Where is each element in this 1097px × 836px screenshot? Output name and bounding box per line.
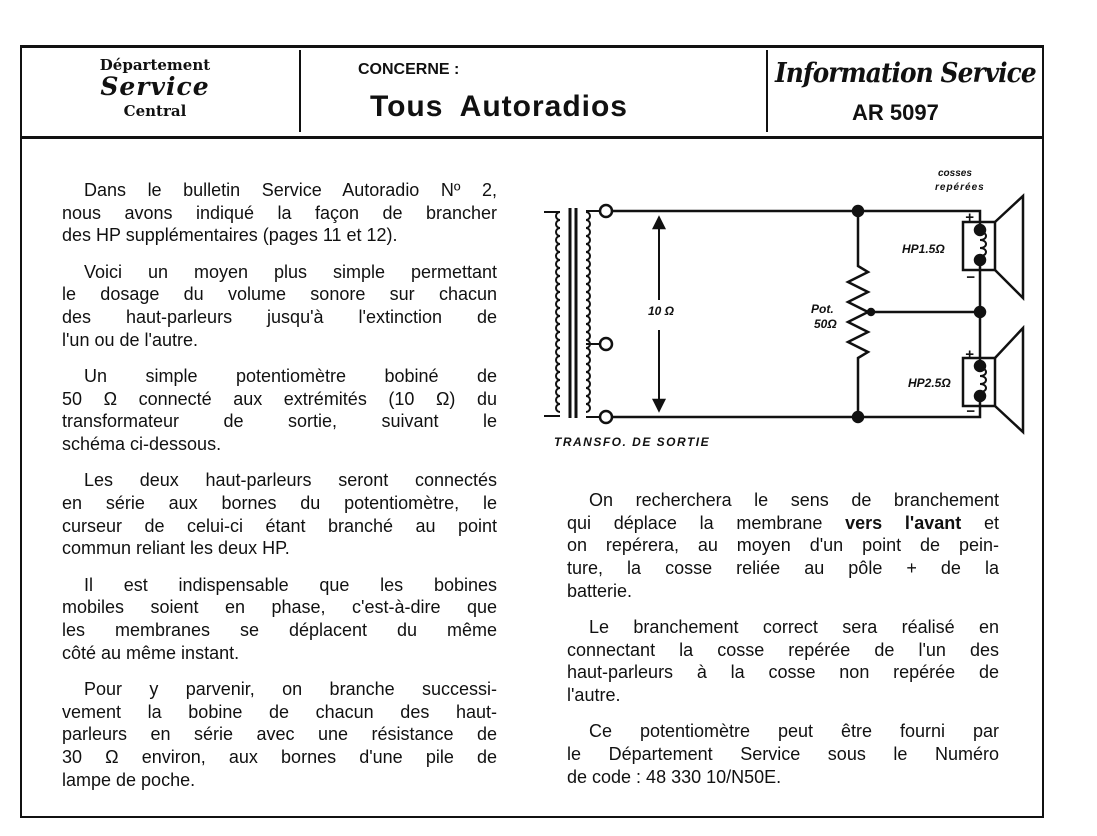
department-service: Service	[100, 72, 210, 101]
text-line: côté au même instant.	[62, 642, 240, 663]
text-line: Le branchement correct sera réalisé en	[589, 617, 999, 638]
plus-sign: +	[965, 209, 974, 226]
text-line	[567, 512, 999, 535]
cosses-label: repérées	[935, 182, 985, 193]
text-line: commun reliant les deux HP.	[62, 538, 290, 559]
header-separator	[766, 50, 768, 132]
pot-value-label: 50Ω	[814, 317, 837, 331]
text-line: transformateur de sortie, suivant le	[62, 411, 497, 432]
text-line: Dans le bulletin Service Autoradio Nº 2,	[84, 180, 497, 200]
pot-label: Pot.	[811, 302, 834, 316]
minus-sign: −	[966, 269, 975, 286]
text-line: Un simple potentiomètre bobiné de	[84, 365, 497, 386]
right-column	[567, 489, 999, 802]
text-line: des haut-parleurs jusqu'à l'extinction de	[62, 307, 497, 328]
junction-dot	[853, 206, 863, 216]
left-column	[62, 179, 497, 805]
hp2-label: HP2.5Ω	[908, 376, 951, 390]
text-line: parleurs en série avec une résistance de	[62, 724, 497, 745]
terminal-icon	[600, 205, 612, 217]
department-central: Central	[123, 102, 187, 120]
minus-sign: −	[966, 403, 975, 420]
text-line: le Département Service sous le Numéro	[567, 744, 999, 765]
terminal-icon	[600, 338, 612, 350]
emphasis-text: vers l'avant	[845, 512, 962, 533]
paragraph	[567, 720, 999, 788]
text-line: 30 Ω environ, aux bornes d'une pile de	[62, 746, 497, 767]
text-line: schéma ci-dessous.	[62, 434, 222, 455]
text-line: connectant la cosse repérée de l'un des	[567, 639, 999, 660]
text-line: le dosage du volume sonore sur chacun	[62, 284, 497, 305]
paragraph	[62, 261, 497, 352]
paragraph	[62, 365, 497, 456]
text-line: de code : 48 330 10/N50E.	[567, 766, 782, 787]
text-line: curseur de celui-ci étant branché au point	[62, 515, 497, 536]
text-line: l'un ou de l'autre.	[62, 329, 198, 350]
plus-sign: +	[965, 346, 974, 363]
paragraph	[567, 616, 999, 707]
text-line: mobiles soient en phase, c'est-à-dire que	[62, 597, 497, 618]
paragraph	[62, 678, 497, 792]
header-divider	[20, 136, 1044, 139]
text-run: et	[961, 512, 999, 533]
text-line: en série aux bornes du potentiomètre, le	[62, 492, 497, 513]
paragraph	[62, 574, 497, 665]
paragraph	[567, 489, 999, 603]
text-line: nous avons indiqué la façon de brancher	[62, 202, 497, 223]
text-line: Voici un moyen plus simple permettant	[84, 261, 497, 282]
text-line: Il est indispensable que les bobines	[84, 574, 497, 595]
paragraph	[62, 179, 497, 247]
text-line: les membranes se déplacent du même	[62, 619, 497, 640]
text-line: ture, la cosse reliée au pôle + de la	[567, 558, 999, 579]
text-line: On recherchera le sens de branchement	[589, 490, 999, 510]
transformer-label: TRANSFO. DE SORTIE	[554, 435, 711, 449]
text-line: Ce potentiomètre peut être fourni par	[589, 721, 999, 742]
publication-logo: Information Service	[775, 58, 1036, 89]
impedance-label: 10 Ω	[648, 304, 675, 318]
paragraph	[62, 469, 497, 560]
text-line: Pour y parvenir, on branche successi-	[84, 678, 497, 699]
department-label: Département	[99, 56, 211, 74]
header-separator	[299, 50, 301, 132]
junction-dot	[853, 412, 863, 422]
text-line: 50 Ω connecté aux extrémités (10 Ω) du	[62, 388, 497, 409]
transformer-icon	[544, 208, 600, 418]
department-block	[60, 56, 250, 120]
circuit-diagram	[530, 160, 1040, 460]
text-run: qui déplace la membrane	[567, 512, 846, 533]
text-line: Les deux haut-parleurs seront connectés	[84, 470, 497, 491]
reference-code: AR 5097	[852, 100, 939, 125]
hp1-label: HP1.5Ω	[902, 242, 945, 256]
terminal-icon	[600, 411, 612, 423]
text-line: haut-parleurs à la cosse non repérée de	[567, 662, 999, 683]
text-line: batterie.	[567, 580, 633, 601]
concerne-label: CONCERNE :	[358, 61, 460, 78]
text-line: l'autre.	[567, 685, 621, 706]
text-line: vement la bobine de chacun des haut-	[62, 701, 497, 722]
page-title: Tous Autoradios	[370, 90, 628, 123]
text-line: on repérera, au moyen d'un point de pein-	[567, 535, 999, 556]
text-line: lampe de poche.	[62, 769, 196, 790]
text-line: des HP supplémentaires (pages 11 et 12).	[62, 225, 398, 246]
cosses-label: cosses	[938, 168, 972, 179]
